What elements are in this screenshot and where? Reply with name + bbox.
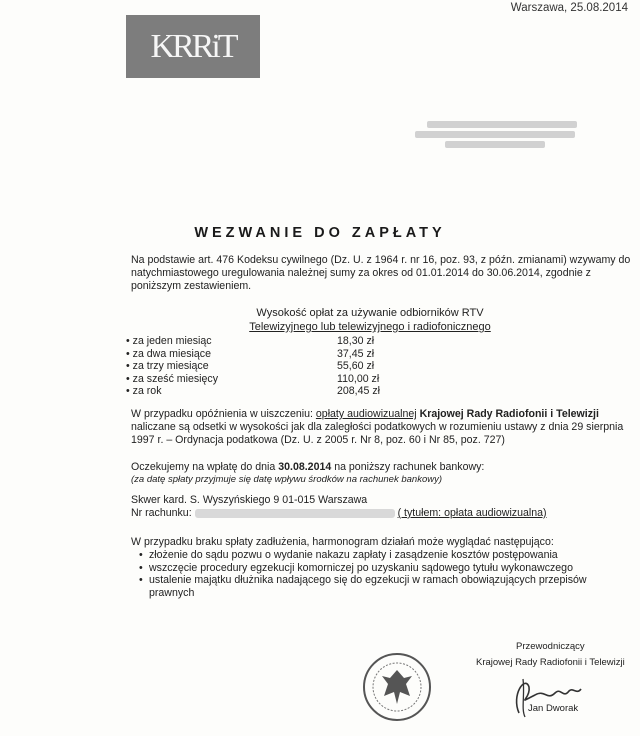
payment-deadline-paragraph: [131, 461, 631, 487]
fee-label: • za rok: [126, 385, 162, 398]
signatory-name: Jan Dworak: [528, 703, 579, 714]
collection-schedule: [131, 536, 631, 600]
logo-text: KRRiT: [150, 27, 236, 65]
fee-row: [126, 335, 426, 348]
late-underlined: opłaty audiowizualnej: [315, 408, 417, 420]
fee-row: [126, 348, 426, 361]
intro-paragraph: Na podstawie art. 476 Kodeksu cywilnego (Dz. U. z 1964 r. nr 16, poz. 93, z późn. zmianami) wzywamy do natychmiastowego uregulowania należnej sumy za okres od 01.01.2014 do 30.06.2014, zgodnie z poniższym zestawieniem.: [131, 254, 631, 292]
bank-address: Skwer kard. S. Wyszyńskiego 9 01-015 Warszawa: [131, 494, 368, 506]
schedule-list: [131, 549, 631, 600]
list-item: • ustalenie majątku dłużnika nadającego się do egzekucji w ramach obowiązujących przepisów prawnych: [141, 574, 631, 600]
handwritten-signature: [505, 665, 585, 720]
deadline-date: 30.08.2014: [278, 461, 332, 473]
fee-row: [126, 373, 426, 386]
fee-label: • za trzy miesiące: [126, 360, 209, 373]
fee-value: 110,00 zł: [337, 372, 380, 385]
document-title: WEZWANIE DO ZAPŁATY: [194, 225, 446, 241]
payment-date-note: (za datę spłaty przyjmuje się datę wpływu środków na rachunek bankowy): [131, 473, 443, 485]
fee-label: • za sześć miesięcy: [126, 372, 219, 385]
expect-pre: Oczekujemy na wpłatę do dnia: [131, 461, 279, 473]
official-seal: [362, 652, 432, 722]
late-bold: Krajowej Rady Radiofonii i Telewizji: [416, 408, 599, 420]
late-payment-paragraph: [131, 408, 631, 446]
fees-heading: Wysokość opłat za używanie odbiorników RTV: [256, 307, 484, 319]
fee-label: • za jeden miesiąc: [126, 335, 212, 347]
account-number-redacted: [195, 509, 395, 518]
expect-post: na poniższy rachunek bankowy:: [331, 461, 485, 473]
signatory-org: Krajowej Rady Radiofonii i Telewizji: [476, 657, 625, 668]
fee-value: 55,60 zł: [337, 360, 375, 373]
account-label: Nr rachunku:: [131, 506, 192, 519]
signatory-role: Przewodniczący: [516, 641, 585, 652]
fee-row: [126, 385, 426, 398]
fee-value: 208,45 zł: [337, 385, 380, 398]
document-date: Warszawa, 25.08.2014: [510, 2, 628, 14]
schedule-intro: W przypadku braku spłaty zadłużenia, harmonogram działań może wyglądać następująco:: [131, 536, 554, 548]
krrit-logo: [126, 15, 260, 78]
fee-label: • za dwa miesiące: [126, 347, 211, 360]
late-pre: W przypadku opóźnienia w uiszczeniu:: [131, 408, 316, 420]
account-title: ( tytułem: opłata audiowizualna): [397, 506, 547, 519]
list-item: • złożenie do sądu pozwu o wydanie nakazu zapłaty i zasądzenie kosztów postępowania: [141, 549, 631, 562]
fee-row: [126, 360, 426, 373]
fees-subheading: Telewizyjnego lub telewizyjnego i radiofonicznego: [249, 321, 491, 333]
fees-list: [126, 335, 426, 398]
bank-details: [131, 494, 631, 520]
fee-value: 18,30 zł: [337, 335, 375, 347]
late-rest: naliczane są odsetki w wysokości jak dla zaległości podatkowych w rozumieniu ustawy z dnia 29 sierpnia 1997 r. – Ordynacja podatkowa (Dz. U. z 2005 r. Nr 8, poz. 60 i Nr 85, poz. 727): [131, 420, 624, 446]
list-item: • wszczęcie procedury egzekucji komorniczej po uzyskaniu sądowego tytułu wykonawczego: [141, 562, 631, 575]
fee-value: 37,45 zł: [337, 347, 375, 360]
recipient-address-redacted: [415, 118, 585, 151]
